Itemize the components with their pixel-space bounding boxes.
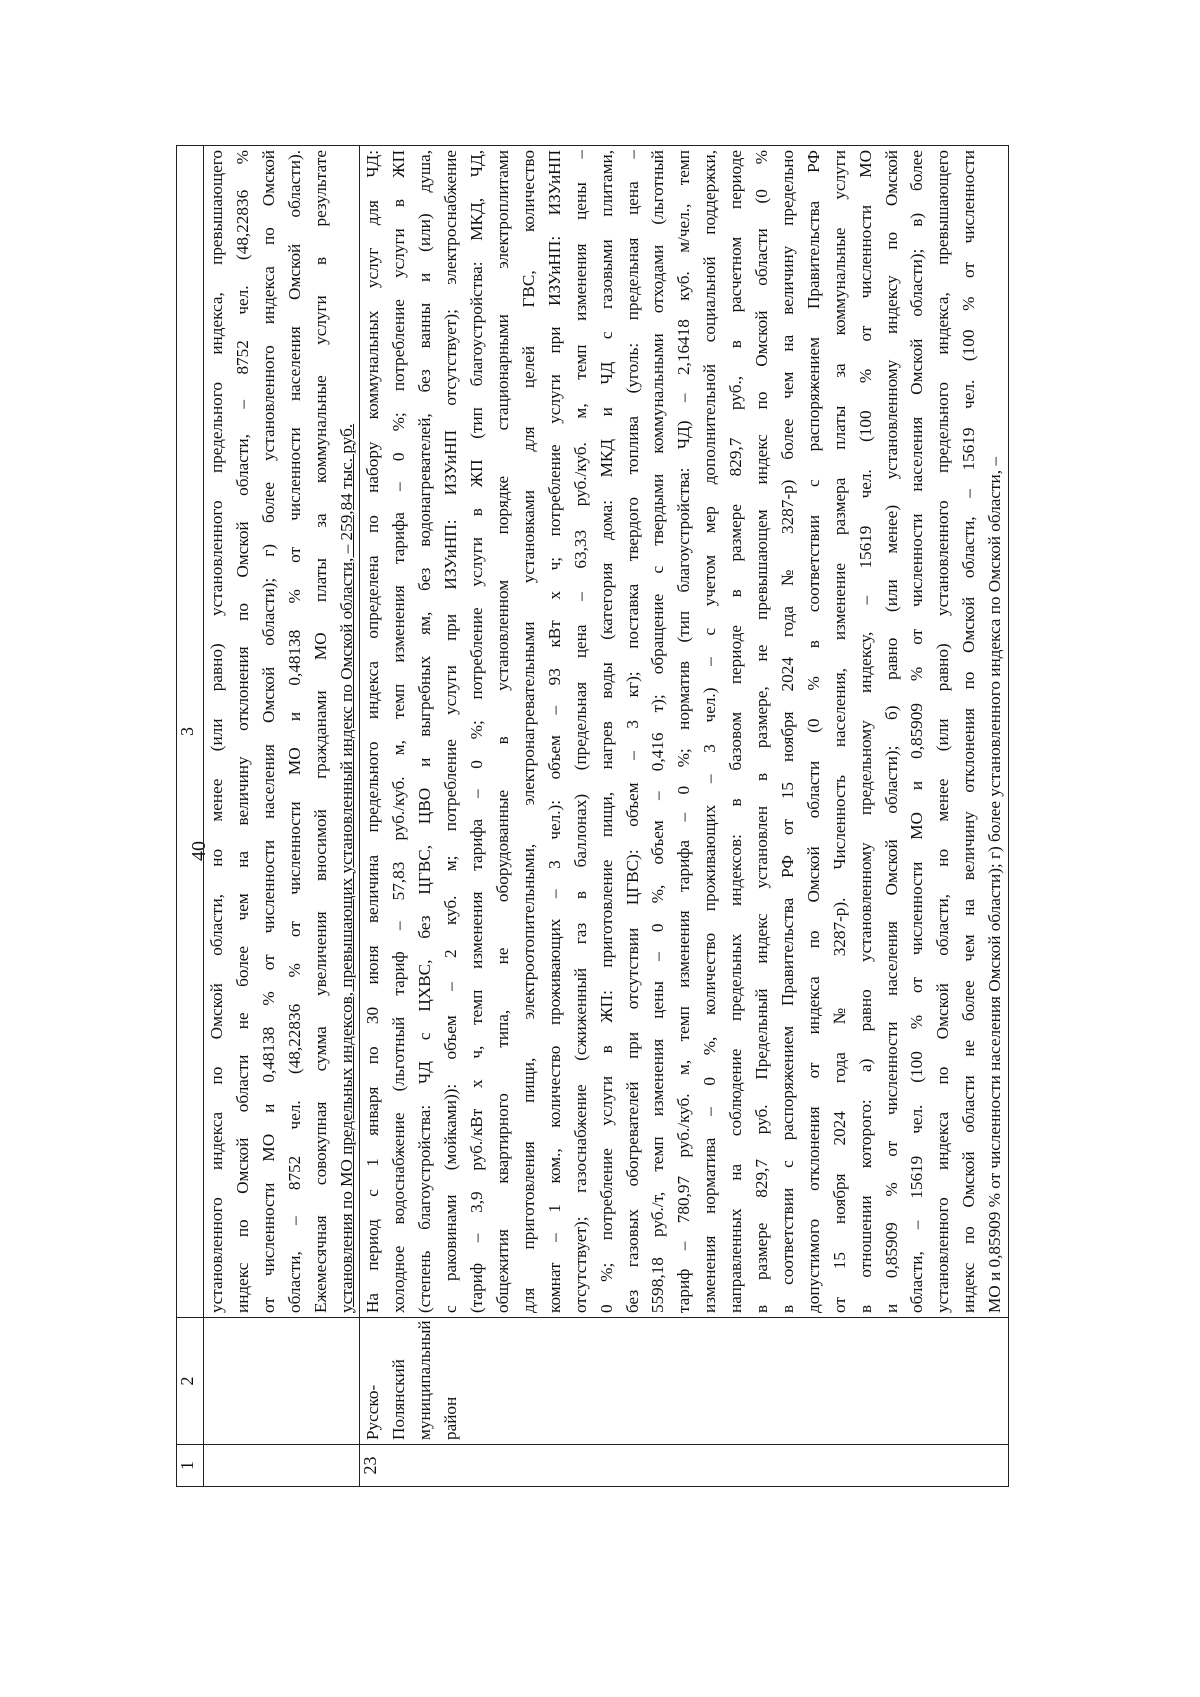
table-row-continuation [204, 146, 360, 1487]
text-line: комнат – 1 ком., количество проживающих – 3 чел.): объем – 93 кВт х ч; потребление услуги при ИЗУиНП: ИЗУиНП [544, 150, 564, 1313]
text-line: На период с 1 января по 30 июня величина предельного индекса определена по набору коммунальных услуг для ЧД: [363, 150, 383, 1313]
row-text [204, 146, 360, 1318]
text-line: допустимого отклонения от индекса по Омской области (0 % в соответствии с распоряжением Правительства РФ [803, 150, 823, 1313]
row-text [360, 146, 1009, 1318]
text-line: с раковинами (мойками)): объем – 2 куб. м; потребление услуги при ИЗУиНП: ИЗУиНП отсутствует); электроснабжение [441, 150, 461, 1313]
text-line: без газовых обогревателей при отсутствии ЦГВС): объем – 3 кг); поставка твердого топлива (уголь: предельная цена – [622, 150, 642, 1313]
text-line: изменения норматива – 0 %, количество проживающих – 3 чел.) – с учетом мер дополнительной социальной поддержки, [700, 150, 720, 1313]
header-col-2: 2 [177, 1318, 204, 1445]
text-line: в размере 829,7 руб. Предельный индекс установлен в размере, не превышающем индекс по Омской области (0 % [752, 150, 772, 1313]
text-line: общежития квартирного типа, не оборудованные в установленном порядке стационарными электроплитами [492, 150, 512, 1313]
text-line: 5598,18 руб./т, темп изменения цены – 0 %, объем – 0,416 т); обращение с твердыми коммунальными отходами (льготный [648, 150, 668, 1313]
header-col-1: 1 [177, 1445, 204, 1487]
text-line: установленного индекса по Омской области, но менее (или равно) установленного предельного индекса, превышающего [207, 150, 226, 1313]
text-line: установленного индекса по Омской области, но менее (или равно) установленного предельного индекса, превышающего [933, 150, 953, 1313]
row-district [204, 1318, 360, 1445]
text-line: направленных на соблюдение предельных индексов: в базовом периоде в размере 829,7 руб., в расчетном периоде [726, 150, 746, 1313]
text-line: 0 %; потребление услуги в ЖП: приготовление пищи, нагрев воды (категория дома: МКД и ЧД с газовыми плитами, [596, 150, 616, 1313]
text-line: МО и 0,85909 % от численности населения Омской области); г) более установленного индекса по Омской области, – [985, 457, 1005, 1313]
text-line: холодное водоснабжение (льготный тариф – 57,83 руб./куб. м, темп изменения тарифа – 0 %; потребление услуги в ЖП [389, 150, 409, 1313]
row-text-body [360, 150, 1008, 1313]
text-line: для приготовления пищи, электроотопительными, электронагревательными установками для целей ГВС, количество [518, 150, 538, 1313]
text-line: области, – 15619 чел. (100 % от численности МО и 0,85909 % от численности населения Омской области); в) более [907, 150, 927, 1313]
table-header-row [177, 146, 204, 1487]
row-text-body [204, 150, 359, 1313]
header-col-3: 3 [177, 146, 204, 1318]
text-line: (тариф – 3,9 руб./кВт х ч, темп изменения тарифа – 0 %; потребление услуги в ЖП (тип благоустройства: МКД, ЧД, [467, 150, 487, 1313]
text-line: области, – 8752 чел. (48,22836 % от численности МО и 0,48138 % от численности населения Омской области). [284, 150, 304, 1313]
text-line: от численности МО и 0,48138 % от численности населения Омской области); г) более установленного индекса по Омской [258, 150, 278, 1313]
row-number: 23 [360, 1445, 1009, 1487]
text-line: и 0,85909 % от численности населения Омской области); б) равно (или менее) установленному индексу по Омской [881, 150, 901, 1313]
text-line: в соответствии с распоряжением Правительства РФ от 15 ноября 2024 года № 3287-р) более чем на величину предельно [777, 150, 797, 1313]
text-line: установления по МО предельных индексов, превышающих установленный индекс по Омской области, – 259,84 тыс. руб. [336, 423, 356, 1313]
text-line: индекс по Омской области не более чем на величину отклонения по Омской области, – 15619 чел. (100 % от численности [959, 150, 979, 1313]
text-line: отсутствует); газоснабжение (сжиженный газ в баллонах) (предельная цена – 63,33 руб./куб. м, темп изменения цены – [570, 150, 590, 1313]
text-line: индекс по Омской области не более чем на величину отклонения по Омской области, – 8752 чел. (48,22836 % [232, 150, 252, 1313]
page-number: 40 [188, 841, 210, 861]
text-line: тариф – 780,97 руб./куб. м, темп изменения тарифа – 0 %; норматив (тип благоустройства: ЧД) – 2,16418 куб. м/чел., темп [674, 150, 694, 1313]
row-district: Русско-Полянский муниципальный район [360, 1318, 1009, 1445]
text-line: (степень благоустройства: ЧД с ЦХВС, без ЦГВС, ЦВО и выгребных ям, без водонагревателей, без ванны и (или) душа, [415, 150, 435, 1313]
text-line: Ежемесячная совокупная сумма увеличения вносимой гражданами МО платы за коммунальные услуги в результате [310, 150, 330, 1313]
table-row-23 [360, 146, 1009, 1487]
document-table [176, 145, 1009, 1487]
row-number [204, 1445, 360, 1487]
text-line: от 15 ноября 2024 года № 3287-р). Численность населения, изменение размера платы за коммунальные услуги [829, 150, 849, 1313]
text-line: в отношении которого: а) равно установленному предельному индексу, – 15619 чел. (100 % от численности МО [855, 150, 875, 1313]
